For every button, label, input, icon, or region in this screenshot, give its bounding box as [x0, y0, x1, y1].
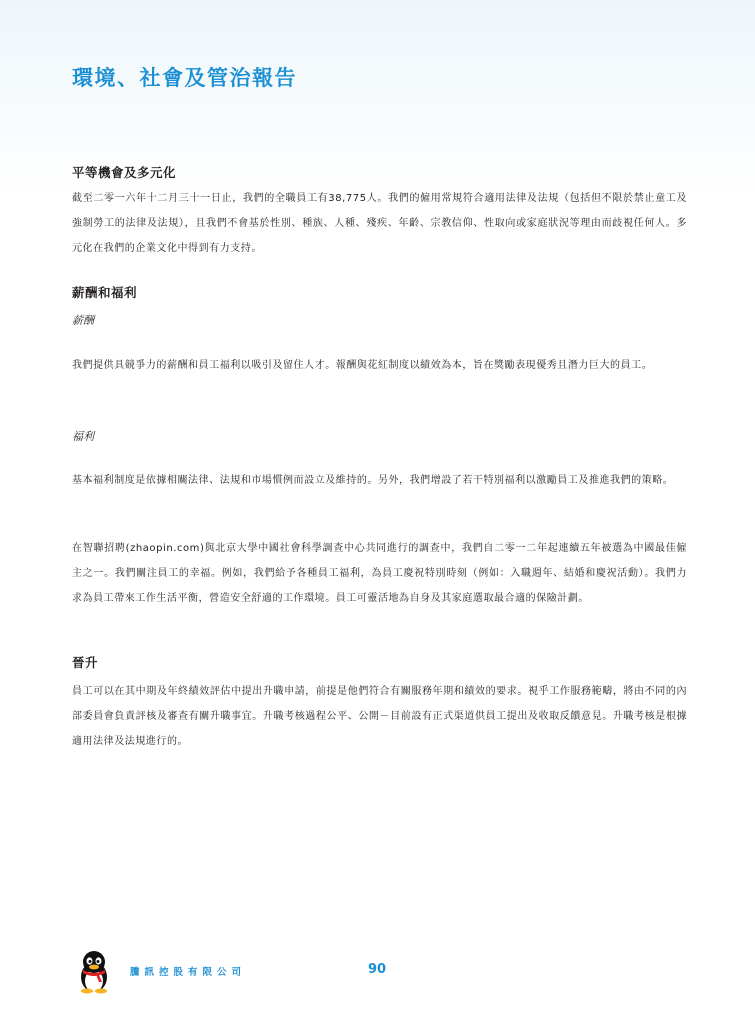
penguin-mascot-icon: [74, 950, 114, 994]
page-number: 90: [368, 962, 387, 977]
subheading-salary: 薪酬: [72, 314, 94, 327]
section-heading-compensation: 薪酬和福利: [72, 285, 138, 300]
equal-opportunity-paragraph: 截至二零一六年十二月三十一日止，我們的全職員工有38,775人。我們的僱用常規符合適用法律及法規（包括但不限於禁止童工及強制勞工的法律及法規），且我們不會基於性別、種族、人種、殘疾、年齡、宗教信仰、性取向或家庭狀況等理由而歧視任何人。多元化在我們的企業文化中得到有力支持。: [72, 193, 687, 254]
section-heading-promotion: 晉升: [72, 655, 99, 670]
promotion-paragraph: 員工可以在其中期及年終績效評估中提出升職申請，前提是他們符合有關服務年期和績效的要求。視乎工作服務範疇，將由不同的內部委員會負責評核及審查有關升職事宜。升職考核過程公平、公開－目前設有正式渠道供員工提出及收取反饋意見。升職考核是根據適用法律及法規進行的。: [72, 686, 687, 747]
benefits-paragraph: 基本福利制度是依據相關法律、法規和市場慣例而設立及維持的。另外，我們增設了若干特別福利以激勵員工及推進我們的策略。: [72, 475, 674, 486]
subheading-benefits: 福利: [72, 430, 94, 443]
employer-award-paragraph: 在智聯招聘(zhaopin.com)與北京大學中國社會科學調查中心共同進行的調查中，我們自二零一二年起連續五年被選為中國最佳僱主之一。我們關注員工的幸福。例如，我們給予各種員工福利，為員工慶祝特別時刻（例如：入職週年、結婚和慶祝活動）。我們力求為員工帶來工作生活平衡，營造安全舒適的工作環境。員工可靈活地為自身及其家庭選取最合適的保險計劃。: [72, 543, 687, 604]
page-title: 環境、社會及管治報告: [72, 66, 297, 90]
section-heading-equal-opportunity: 平等機會及多元化: [72, 165, 177, 180]
footer-company-name: 騰訊控股有限公司: [130, 967, 247, 978]
salary-paragraph: 我們提供具競爭力的薪酬和員工福利以吸引及留住人才。報酬與花紅制度以績效為本，旨在獎勵表現優秀且潛力巨大的員工。: [72, 360, 653, 371]
